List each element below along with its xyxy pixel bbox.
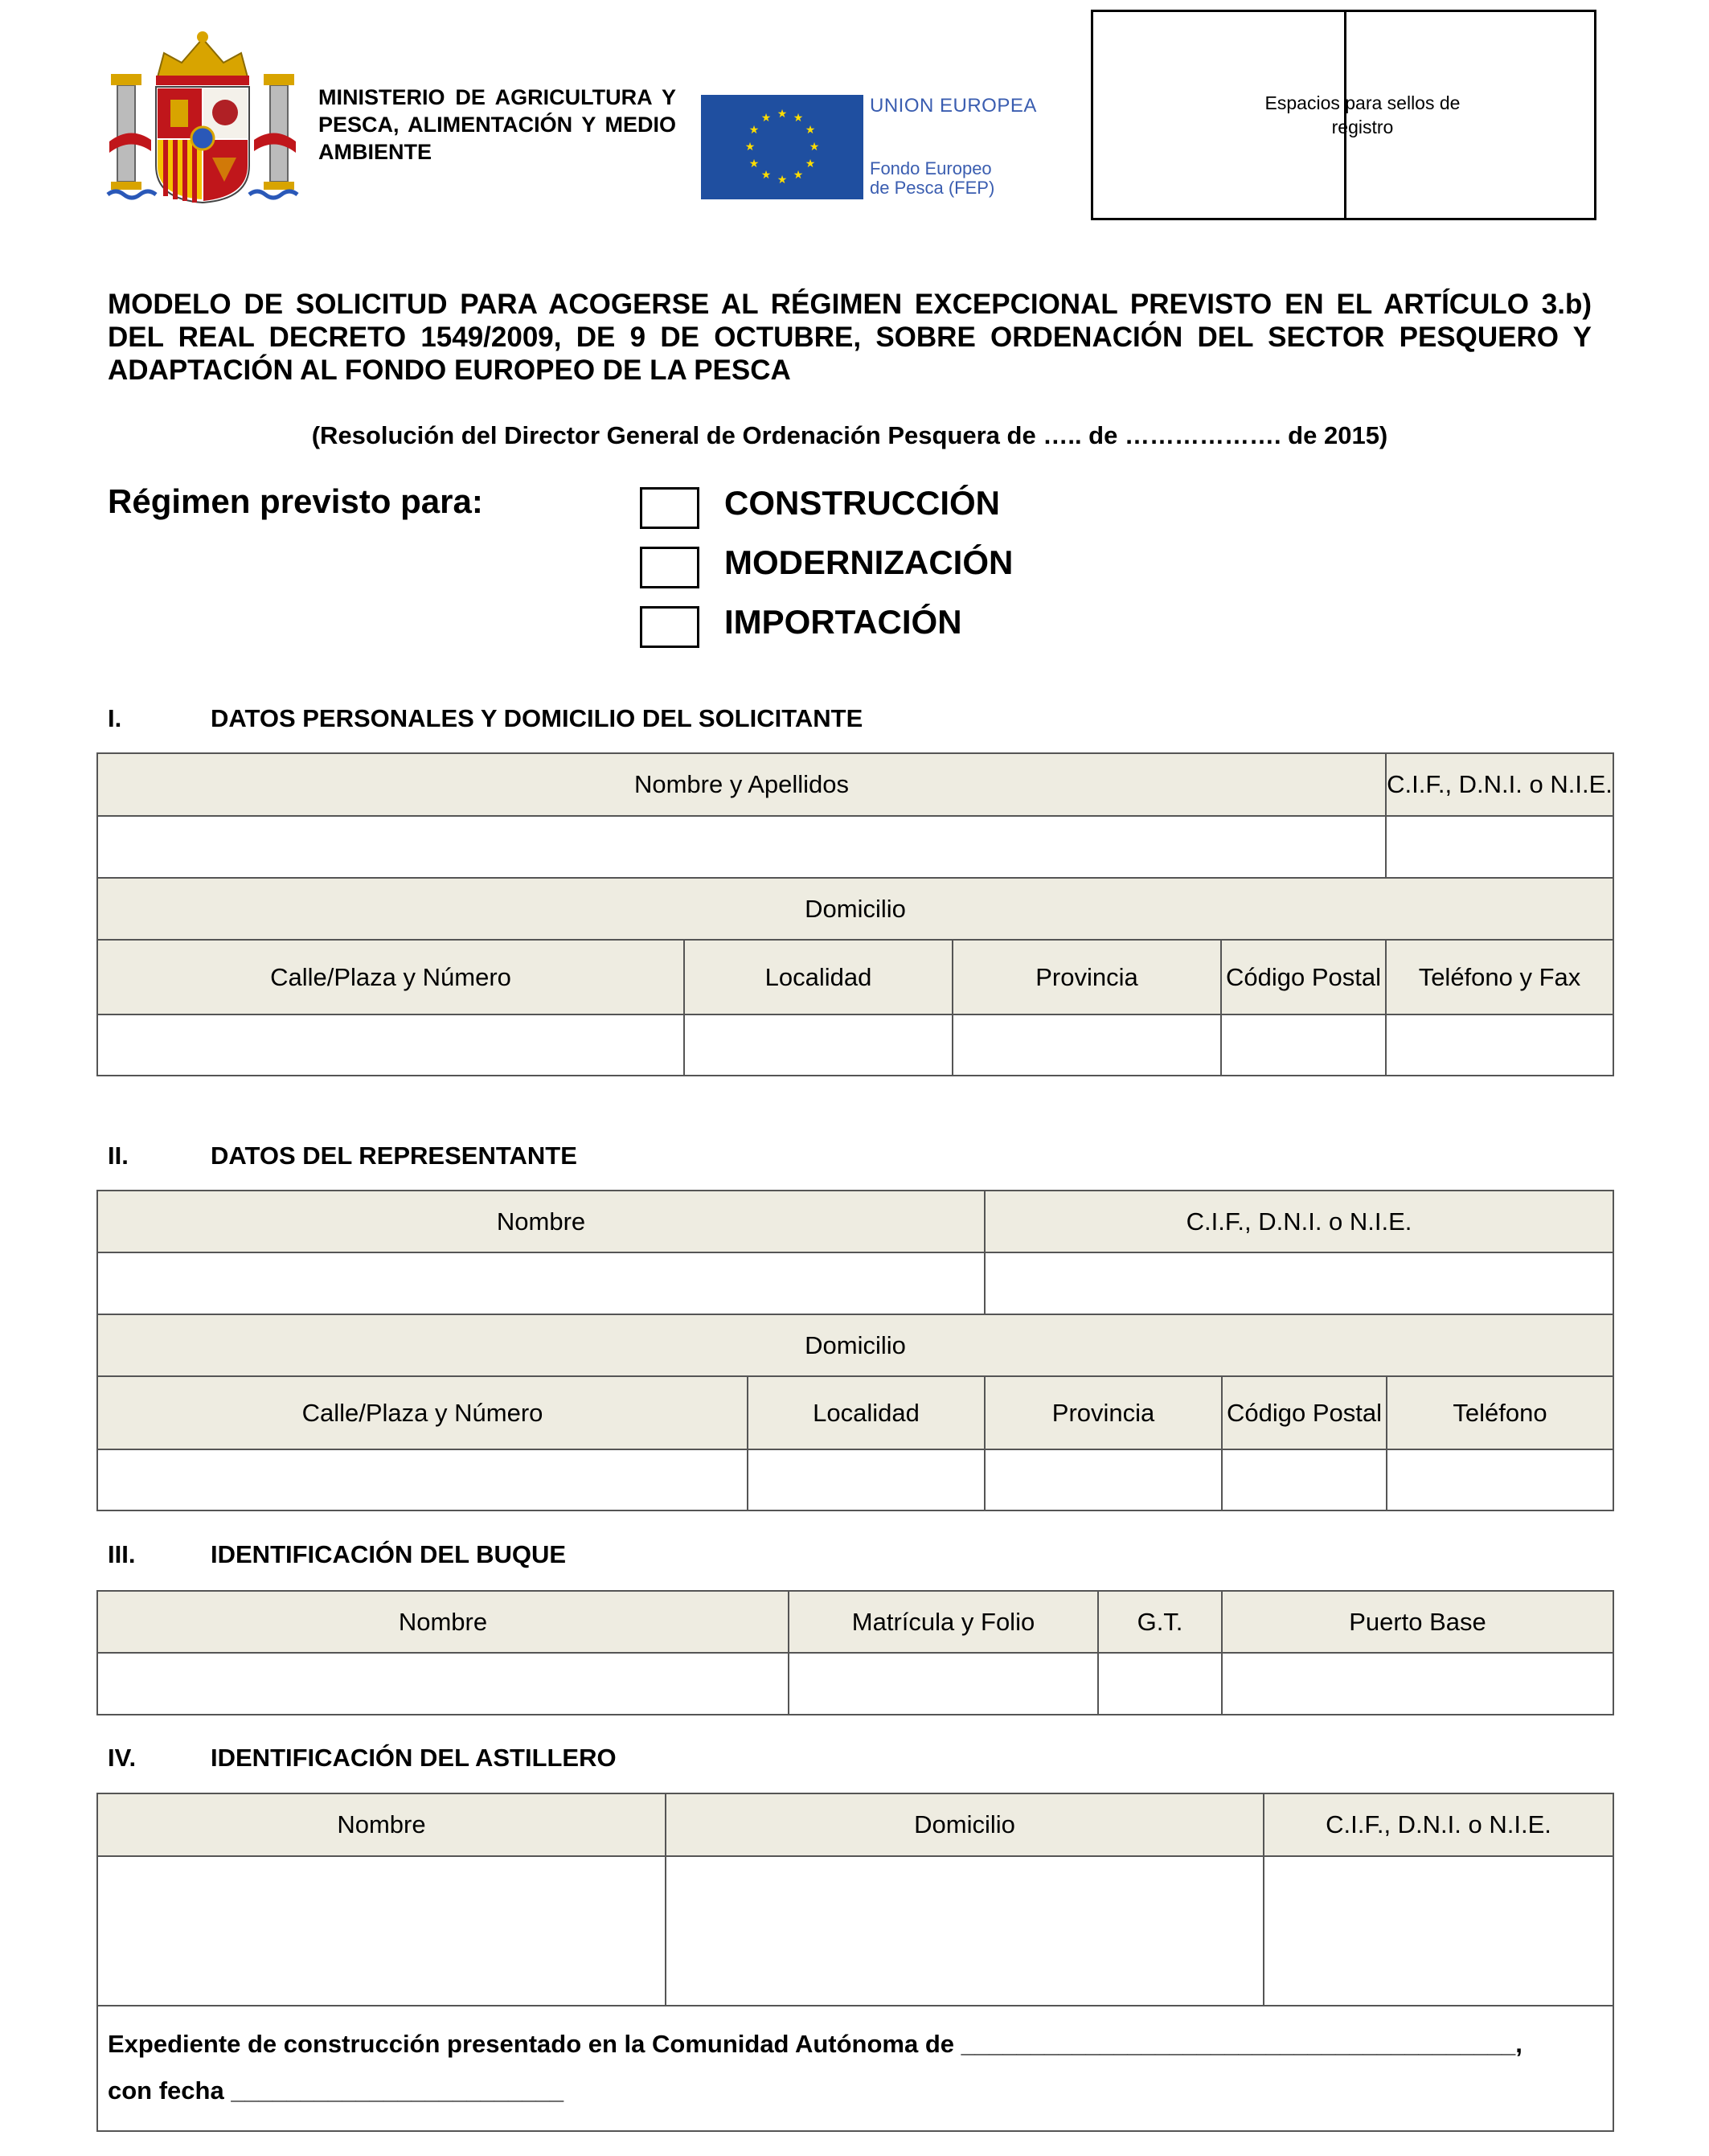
svg-text:★: ★ xyxy=(777,108,788,121)
header-cell: Matrícula y Folio xyxy=(789,1591,1098,1653)
header-cell: Código Postal xyxy=(1222,1376,1387,1449)
header-cell: C.I.F., D.N.I. o N.I.E. xyxy=(1386,753,1613,816)
header-cell: Calle/Plaza y Número xyxy=(97,1376,748,1449)
vessel-table xyxy=(96,1590,1614,1715)
option-label: MODERNIZACIÓN xyxy=(724,543,1014,581)
header-cell: Nombre y Apellidos xyxy=(97,753,1386,816)
checkbox-construccion[interactable] xyxy=(640,487,699,529)
header-cell: Localidad xyxy=(748,1376,985,1449)
input-cell[interactable] xyxy=(1222,1449,1387,1510)
section-number: IV. xyxy=(108,1744,137,1772)
input-cell[interactable] xyxy=(1386,1014,1613,1076)
header-cell: Provincia xyxy=(953,940,1221,1014)
resolution-line: (Resolución del Director General de Ordenación Pesquera de ….. de ………………. de 2015) xyxy=(311,421,1388,449)
input-cell[interactable] xyxy=(684,1014,953,1076)
input-cell-name[interactable] xyxy=(97,1252,985,1314)
header-cell: Domicilio xyxy=(97,878,1613,940)
section-title: DATOS PERSONALES Y DOMICILIO DEL SOLICITANTE xyxy=(211,704,863,732)
svg-text:★: ★ xyxy=(805,158,816,170)
option-label: IMPORTACIÓN xyxy=(724,603,962,641)
section-number: III. xyxy=(108,1540,136,1568)
input-cell[interactable] xyxy=(953,1014,1221,1076)
expediente-line: Expediente de construcción presentado en la Comunidad Autónoma de ________________________________________, xyxy=(108,2030,1523,2058)
svg-text:★: ★ xyxy=(793,169,804,182)
input-cell[interactable] xyxy=(1222,1653,1613,1715)
checkbox-importacion[interactable] xyxy=(640,606,699,648)
fep-label xyxy=(870,159,994,198)
input-cell[interactable] xyxy=(97,1449,748,1510)
representative-table xyxy=(96,1190,1614,1511)
eu-label: UNION EUROPEA xyxy=(870,95,1037,117)
section-title: IDENTIFICACIÓN DEL ASTILLERO xyxy=(211,1744,617,1772)
input-cell[interactable] xyxy=(97,1014,684,1076)
svg-text:★: ★ xyxy=(809,141,820,154)
svg-text:★: ★ xyxy=(760,169,772,182)
eu-flag-icon xyxy=(701,95,863,199)
header-cell: Domicilio xyxy=(666,1793,1264,1856)
section-number: I. xyxy=(108,704,122,732)
input-cell[interactable] xyxy=(1387,1449,1613,1510)
header-cell: G.T. xyxy=(1098,1591,1222,1653)
header-cell: Domicilio xyxy=(97,1314,1613,1376)
header-cell: Puerto Base xyxy=(1222,1591,1613,1653)
svg-text:★: ★ xyxy=(805,124,816,137)
section-title: DATOS DEL REPRESENTANTE xyxy=(211,1142,577,1170)
header-cell: Nombre xyxy=(97,1793,666,1856)
svg-text:★: ★ xyxy=(748,124,760,137)
header-cell: Calle/Plaza y Número xyxy=(97,940,684,1014)
input-cell[interactable] xyxy=(789,1653,1098,1715)
header-cell: C.I.F., D.N.I. o N.I.E. xyxy=(1264,1793,1613,1856)
svg-text:★: ★ xyxy=(793,112,804,125)
svg-text:★: ★ xyxy=(777,174,788,186)
section-title: IDENTIFICACIÓN DEL BUQUE xyxy=(211,1540,567,1568)
header-cell: Teléfono xyxy=(1387,1376,1613,1449)
input-cell[interactable] xyxy=(97,1856,666,2006)
header-cell: Provincia xyxy=(985,1376,1222,1449)
header-cell: Código Postal xyxy=(1221,940,1386,1014)
form-title: MODELO DE SOLICITUD PARA ACOGERSE AL RÉGIMEN EXCEPCIONAL PREVISTO EN EL ARTÍCULO 3.b) DEL REAL DECRETO 1549/2009, DE 9 DE OCTUBRE, SOBRE ORDENACIÓN DEL SECTOR PESQUERO Y ADAPTACIÓN AL FONDO EUROPEO DE LA PESCA xyxy=(108,289,1592,386)
applicant-table xyxy=(96,752,1614,1076)
regimen-label: Régimen previsto para: xyxy=(108,482,483,520)
header-cell: Nombre xyxy=(97,1591,789,1653)
checkbox-modernizacion[interactable] xyxy=(640,547,699,588)
expediente-cell[interactable] xyxy=(97,2006,1613,2131)
section-number: II. xyxy=(108,1142,129,1170)
input-cell[interactable] xyxy=(1264,1856,1613,2006)
input-cell-id[interactable] xyxy=(1386,816,1613,878)
spain-coat-of-arms-logo xyxy=(106,29,299,212)
stamps-label: Espacios para sellos de registro xyxy=(1264,92,1461,137)
input-cell[interactable] xyxy=(97,1653,789,1715)
registry-stamps-box xyxy=(1091,10,1596,220)
fep-label-line2: de Pesca (FEP) xyxy=(870,178,995,198)
input-cell[interactable] xyxy=(985,1449,1222,1510)
ministry-name: MINISTERIO DE AGRICULTURA Y PESCA, ALIMENTACIÓN Y MEDIO AMBIENTE xyxy=(318,85,676,164)
input-cell-name[interactable] xyxy=(97,816,1386,878)
svg-text:★: ★ xyxy=(760,112,772,125)
input-cell[interactable] xyxy=(1098,1653,1222,1715)
expediente-date-line: con fecha ________________________ xyxy=(108,2076,564,2105)
header-cell: Localidad xyxy=(684,940,953,1014)
header-cell: Teléfono y Fax xyxy=(1386,940,1613,1014)
input-cell[interactable] xyxy=(1221,1014,1386,1076)
svg-text:★: ★ xyxy=(748,158,760,170)
eu-fep-logo xyxy=(701,92,1039,203)
fep-label-line1: Fondo Europeo xyxy=(870,158,992,178)
input-cell[interactable] xyxy=(748,1449,985,1510)
option-label: CONSTRUCCIÓN xyxy=(724,484,1000,522)
header-cell: C.I.F., D.N.I. o N.I.E. xyxy=(985,1191,1613,1252)
input-cell[interactable] xyxy=(666,1856,1264,2006)
shipyard-table xyxy=(96,1793,1614,2132)
input-cell-id[interactable] xyxy=(985,1252,1613,1314)
header-cell: Nombre xyxy=(97,1191,985,1252)
svg-text:★: ★ xyxy=(744,141,756,154)
